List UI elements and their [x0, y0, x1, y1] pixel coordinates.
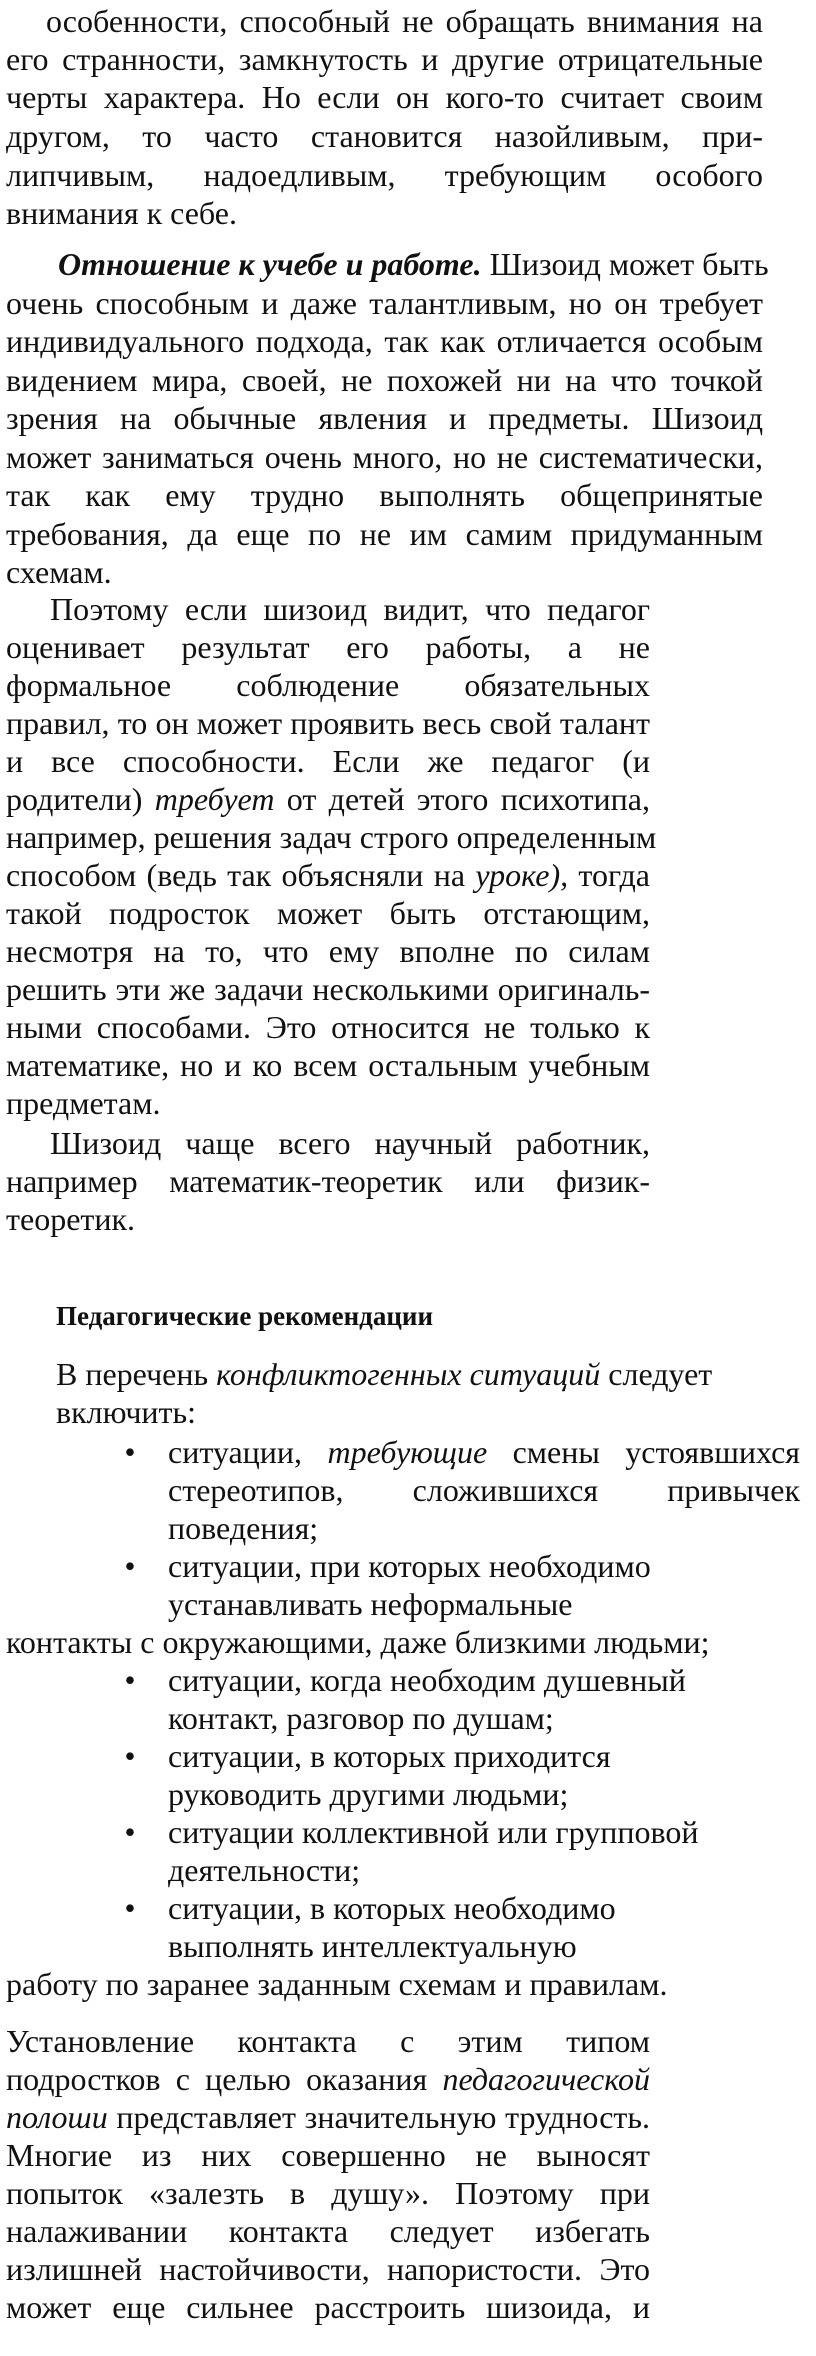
text-line — [6, 2098, 650, 2136]
text-line: Многие из них совершенно не выносят — [6, 2137, 650, 2173]
text-line: такой подросток может быть отстающим, — [6, 895, 650, 931]
bullet-marker: • — [124, 1814, 136, 1850]
list-item-line: контакты с окружающими, даже близкими людьми; — [6, 1624, 710, 1660]
text-span: В перечень — [56, 1356, 217, 1392]
text-span: подростков с целью оказания — [6, 2061, 443, 2097]
text-line: теоретик. — [6, 1201, 136, 1237]
text-line: излишней настойчивости, напористости. Это — [6, 2251, 650, 2287]
text-line — [6, 856, 650, 894]
text-line: черты характера. Но если он кого-то считает своим — [6, 79, 763, 115]
text-line: зрения на обычные явления и предметы. Шизоид — [6, 400, 763, 436]
section-heading: Педагогические рекомендации — [56, 1301, 434, 1331]
text-line — [6, 2060, 650, 2098]
text-span: смены устоявшихся — [487, 1434, 801, 1470]
text-line: особенности, способный не обращать внимания на — [46, 3, 763, 39]
list-item-line: ситуации, при которых необходимо — [168, 1548, 651, 1584]
text-line: требования, да еще по не им самим придуманным — [6, 516, 763, 552]
text-line: несмотря на то, что ему вполне по силам — [6, 933, 650, 969]
text-line: и все способности. Если же педагог (и — [6, 743, 650, 779]
text-line: может еще сильнее расстроить шизоида, и — [6, 2289, 650, 2325]
text-line — [6, 780, 650, 818]
bullet-marker: • — [124, 1434, 136, 1470]
text-line: так как ему трудно выполнять общепринятые — [6, 477, 763, 513]
text-line: видением мира, своей, не похожей ни на что точкой — [6, 362, 763, 398]
text-line — [56, 1355, 713, 1393]
text-line: липчивым, надоедливым, требующим особого — [6, 157, 763, 193]
text-line: Шизоид чаще всего научный работник, — [50, 1125, 650, 1161]
list-item-line: поведения; — [168, 1510, 319, 1546]
text-span: следует — [600, 1356, 713, 1392]
bullet-marker: • — [124, 1890, 136, 1926]
text-line: например, решения задач строго определенным — [6, 819, 657, 855]
list-item-line: выполнять интеллектуальную — [168, 1928, 577, 1964]
text-line: ными способами. Это относится не только к — [6, 1009, 650, 1045]
list-item-line: ситуации, в которых необходимо — [168, 1890, 616, 1926]
bullet-marker: • — [124, 1662, 136, 1698]
text-span: тогда — [568, 857, 650, 893]
text-line: попыток «залезть в душу». Поэтому при — [6, 2175, 650, 2211]
text-line: математике, но и ко всем остальным учебным — [6, 1047, 650, 1083]
text-span: ситуации, — [168, 1434, 328, 1470]
list-item-line: деятельности; — [168, 1852, 361, 1888]
list-item-line: ситуации, в которых приходится — [168, 1738, 611, 1774]
text-span: представляет значительную трудность. — [107, 2099, 650, 2135]
list-item-line: работу по заранее заданным схемам и правилам. — [6, 1966, 668, 2002]
text-line: формальное соблюдение обязательных — [6, 667, 650, 703]
bullet-marker: • — [124, 1548, 136, 1584]
text-span-italic: конфликтогенных ситуаций — [216, 1356, 601, 1392]
text-line: индивидуального подхода, так как отличается особым — [6, 323, 763, 359]
text-line: схемам. — [6, 554, 112, 590]
list-item-line: ситуации, когда необходим душевный — [168, 1662, 686, 1698]
text-line: Поэтому если шизоид видит, что педагог — [50, 591, 650, 627]
text-line: например математик-теоретик или физик- — [6, 1163, 650, 1199]
text-span-italic: требующие — [327, 1434, 488, 1470]
text-span-italic: требует — [154, 781, 275, 817]
text-span: от детей этого психотипа, — [274, 781, 651, 817]
list-item-line: руководить другими людьми; — [168, 1776, 569, 1812]
list-item-line: ситуации коллективной или групповой — [168, 1814, 699, 1850]
text-span: Шизоид может быть — [481, 246, 769, 282]
text-line: правил, то он может проявить весь свой талант — [6, 705, 650, 741]
text-line: решить эти же задачи несколькими оригиналь- — [6, 971, 650, 1007]
paragraph-heading: Отношение к учебе и работе. — [58, 246, 482, 282]
text-line: может заниматься очень много, но не систематически, — [6, 439, 763, 475]
text-line: предметам. — [6, 1085, 161, 1121]
text-line: Установление контакта с этим типом — [6, 2023, 650, 2059]
text-span: родители) — [6, 781, 155, 817]
list-item-line: устанавливать неформальные — [168, 1586, 573, 1622]
text-line: его странности, замкнутость и другие отрицательные — [6, 41, 763, 77]
text-span-italic: полоши — [6, 2099, 108, 2135]
text-line: включить: — [56, 1394, 196, 1430]
text-line — [58, 245, 769, 283]
text-span-italic: педагогической — [442, 2061, 650, 2097]
list-item-line — [168, 1433, 800, 1471]
text-line: другом, то часто становится назойливым, при- — [6, 118, 763, 154]
text-line: оценивает результат его работы, а не — [6, 629, 650, 665]
list-item-line: стереотипов, сложившихся привычек — [168, 1472, 800, 1508]
text-span: способом (ведь так объясняли на — [6, 857, 476, 893]
text-span-italic: уроке), — [475, 857, 569, 893]
text-line: очень способным и даже талантливым, но он требует — [6, 285, 763, 321]
list-item-line: контакт, разговор по душам; — [168, 1700, 554, 1736]
text-line: налаживании контакта следует избегать — [6, 2213, 650, 2249]
bullet-marker: • — [124, 1738, 136, 1774]
text-line: внимания к себе. — [6, 195, 237, 231]
